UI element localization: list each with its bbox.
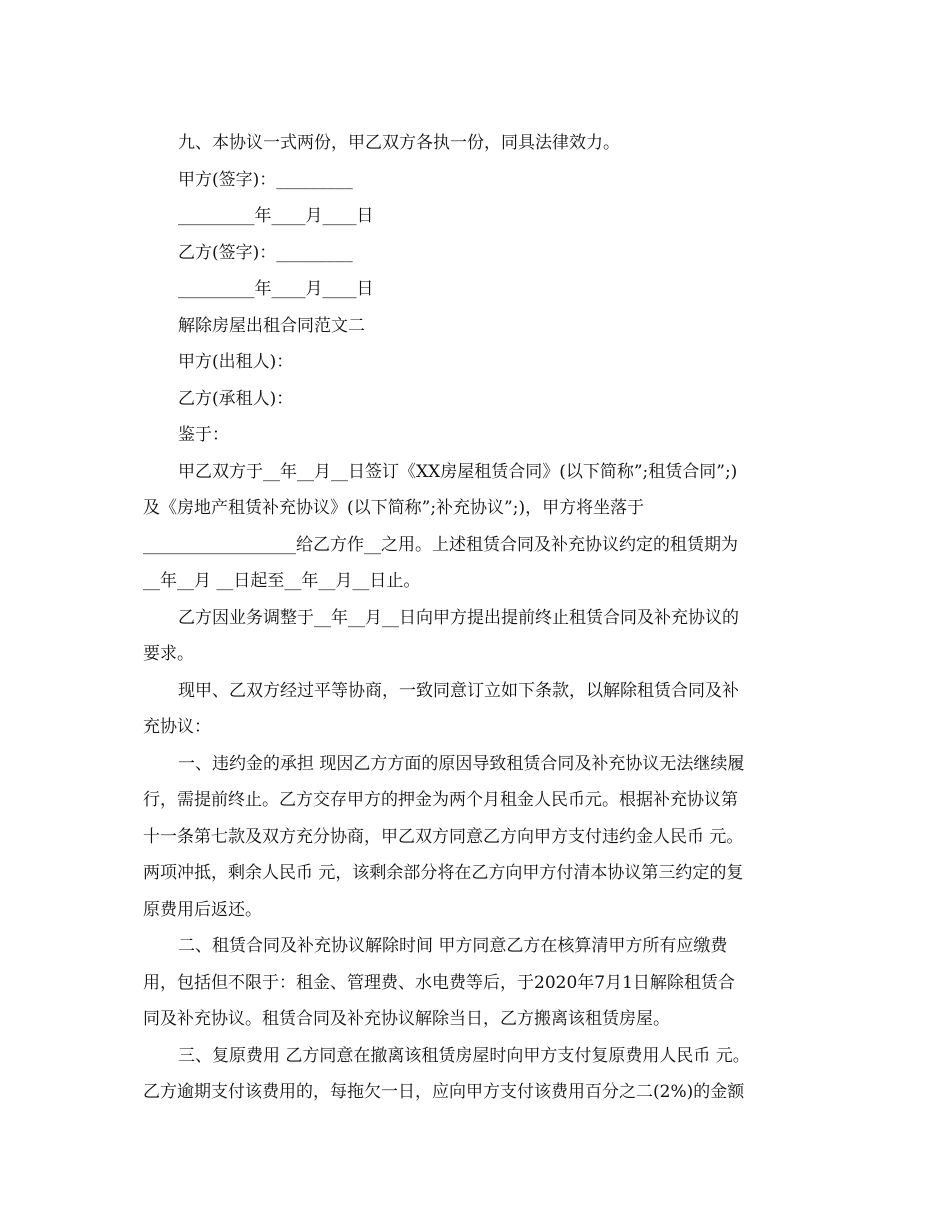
party-a-date: _________年____月____日 [178,206,374,226]
paragraph-line: __年__月 __日起至__年__月__日止。 [143,571,421,591]
clause-two-line: 同及补充协议。租赁合同及补充协议解除当日，乙方搬离该租赁房屋。 [143,1009,670,1029]
section-title: 解除房屋出租合同范文二 [178,316,365,336]
paragraph-line: 现甲、乙双方经过平等协商，一致同意订立如下条款，以解除租赁合同及补 [178,681,739,701]
clause-one-line: 行，需提前终止。乙方交存甲方的押金为两个月租金人民币元。根据补充协议第 [143,790,738,810]
lessee-label: 乙方(承租人)： [178,389,294,409]
lessor-label: 甲方(出租人)： [178,352,294,372]
clause-three-line: 三、复原费用 乙方同意在撤离该租赁房屋时向甲方支付复原费用人民币 元。 [178,1046,750,1066]
paragraph-line: 甲乙双方于__年__月__日签订《XX房屋租赁合同》(以下简称”;租赁合同”;) [178,462,738,482]
clause-two-line: 二、租赁合同及补充协议解除时间 甲方同意乙方在核算清甲方所有应缴费 [178,936,728,956]
whereas-label: 鉴于： [178,425,229,445]
clause-nine: 九、本协议一式两份，甲乙双方各执一份，同具法律效力。 [178,133,620,153]
clause-one-line: 十一条第七款及双方充分协商，甲乙双方同意乙方向甲方支付违约金人民币 元。 [143,827,744,847]
party-b-date: _________年____月____日 [178,279,374,299]
paragraph-line: 充协议： [143,717,211,737]
paragraph-line: 及《房地产租赁补充协议》(以下简称”;补充协议”;)，甲方将坐落于 [143,498,645,518]
party-b-signature: 乙方(签字)：_________ [178,243,353,263]
clause-one-line: 一、违约金的承担 现因乙方方面的原因导致租赁合同及补充协议无法继续履 [178,754,745,774]
paragraph-line: 要求。 [143,644,194,664]
clause-two-line: 用，包括但不限于：租金、管理费、水电费等后，于2020年7月1日解除租赁合 [143,973,735,993]
party-a-signature: 甲方(签字)：_________ [178,170,353,190]
clause-one-line: 两项冲抵，剩余人民币 元，该剩余部分将在乙方向甲方付清本协议第三约定的复 [143,863,744,883]
clause-one-line: 原费用后返还。 [143,900,262,920]
paragraph-line: __________________给乙方作__之用。上述租赁合同及补充协议约定的租赁期为 [143,535,738,555]
clause-three-line: 乙方逾期支付该费用的，每拖欠一日，应向甲方支付该费用百分之二(2%)的金额 [143,1082,745,1102]
paragraph-line: 乙方因业务调整于__年__月__日向甲方提出提前终止租赁合同及补充协议的 [178,608,739,628]
